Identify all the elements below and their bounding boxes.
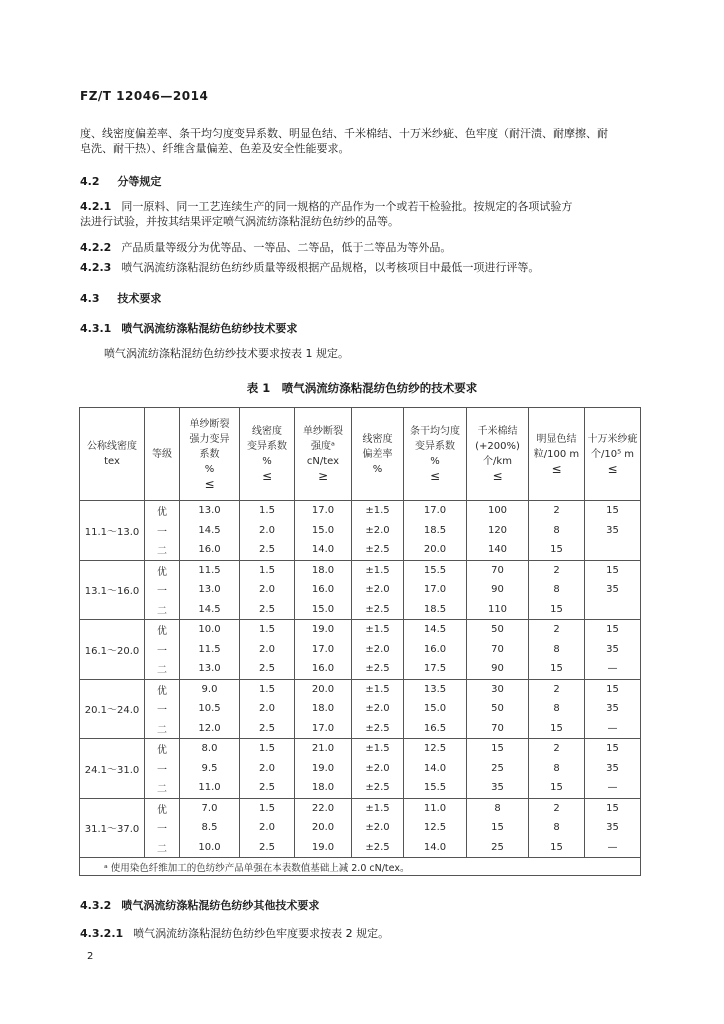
clause-text: 喷气涡流纺涤粘混纺色纺纱质量等级根据产品规格，以考核项目中最低一项进行评等。 <box>121 261 540 274</box>
table-cell: 2.5 <box>240 659 295 679</box>
table-cell: 2 <box>529 739 585 759</box>
table-cell: ±2.5 <box>352 600 404 620</box>
table-header-cell <box>180 408 240 501</box>
density-range-cell: 20.1～24.0 <box>80 679 145 739</box>
clause-4-3-1-heading <box>80 320 297 336</box>
table-cell: 16.0 <box>404 640 467 660</box>
table-cell: 1.5 <box>240 739 295 759</box>
header-line: % <box>430 456 440 467</box>
table-cell: 70 <box>467 719 529 739</box>
comparison-symbol: ≤ <box>204 476 215 491</box>
table-header-cell <box>145 408 180 501</box>
table-cell: 20.0 <box>404 540 467 560</box>
table-row <box>80 640 641 660</box>
table-cell: 14.0 <box>295 540 352 560</box>
table-cell: 8 <box>529 640 585 660</box>
grade-cell: 优 <box>145 739 180 759</box>
grade-cell: 一 <box>145 580 180 600</box>
table-cell: 19.0 <box>295 620 352 640</box>
table-cell: 35 <box>467 778 529 798</box>
table-cell: 2.5 <box>240 719 295 739</box>
section-4-3-heading <box>80 290 161 306</box>
table-cell: 15 <box>467 818 529 838</box>
grade-cell: 二 <box>145 719 180 739</box>
table-cell: 8.5 <box>180 818 240 838</box>
header-line: 等级 <box>152 448 172 460</box>
table-row <box>80 798 641 818</box>
table-cell: 2.5 <box>240 838 295 858</box>
table-cell: 10.5 <box>180 699 240 719</box>
table-cell: 1.5 <box>240 798 295 818</box>
table-cell: 18.5 <box>404 600 467 620</box>
clause-4-2-2 <box>80 240 451 255</box>
table-cell: 15 <box>529 540 585 560</box>
table-cell: 10.0 <box>180 620 240 640</box>
table-cell: ±2.0 <box>352 521 404 541</box>
table-cell: 12.5 <box>404 818 467 838</box>
table-header-cell <box>585 408 641 501</box>
table-cell: 8 <box>529 580 585 600</box>
table-note-row <box>80 858 641 876</box>
density-range-cell: 16.1～20.0 <box>80 620 145 680</box>
table-row <box>80 739 641 759</box>
table-row <box>80 719 641 739</box>
table-cell: 2.0 <box>240 699 295 719</box>
table-cell: 17.0 <box>295 501 352 521</box>
table-cell: 35 <box>585 521 641 541</box>
table-cell: — <box>585 838 641 858</box>
table-cell: 17.0 <box>404 580 467 600</box>
grade-cell: 二 <box>145 540 180 560</box>
table-cell: 17.0 <box>295 719 352 739</box>
table-cell: 35 <box>585 640 641 660</box>
table-row <box>80 560 641 580</box>
grade-cell: 一 <box>145 640 180 660</box>
header-line: 单纱断裂 <box>189 418 230 430</box>
table-cell: 8 <box>529 759 585 779</box>
comparison-symbol: ≤ <box>492 469 503 483</box>
header-line: 条干均匀度 <box>410 426 460 437</box>
density-range-cell: 31.1～37.0 <box>80 798 145 858</box>
clause-4-3-2-heading <box>80 897 319 913</box>
clause-number: 4.3.1 <box>80 322 112 335</box>
table-header-cell <box>352 408 404 501</box>
table-cell: ±2.0 <box>352 640 404 660</box>
table-cell: 15 <box>585 798 641 818</box>
header-line: cN/tex <box>306 456 340 467</box>
table-cell: ±1.5 <box>352 679 404 699</box>
clause-4-2-3 <box>80 260 539 275</box>
table-cell: 15 <box>529 600 585 620</box>
clause-text: 喷气涡流纺涤粘混纺色纺纱色牢度要求按表 2 规定。 <box>133 927 390 940</box>
header-line: 偏差率 <box>362 448 393 460</box>
table-cell: 15 <box>585 739 641 759</box>
table-cell: 2 <box>529 798 585 818</box>
table-row <box>80 521 641 541</box>
table-cell: 13.0 <box>180 659 240 679</box>
table-cell: ±2.5 <box>352 540 404 560</box>
comparison-symbol: ≤ <box>607 461 618 476</box>
table-cell: 110 <box>467 600 529 620</box>
comparison-symbol: ≥ <box>317 469 329 483</box>
table-cell: 8 <box>467 798 529 818</box>
table-cell: 90 <box>467 580 529 600</box>
header-line: 千米棉结 <box>477 426 518 437</box>
header-line: 粒/100 m <box>533 448 580 460</box>
clause-text: 产品质量等级分为优等品、一等品、二等品，低于二等品为等外品。 <box>121 241 452 254</box>
table-cell: ±2.0 <box>352 759 404 779</box>
table-cell: ±2.0 <box>352 580 404 600</box>
table-cell: 11.0 <box>180 778 240 798</box>
table-cell: 35 <box>585 759 641 779</box>
table-cell: 15 <box>585 501 641 521</box>
table-cell: ±2.5 <box>352 659 404 679</box>
grade-cell: 优 <box>145 501 180 521</box>
table-cell: — <box>585 778 641 798</box>
table-row <box>80 679 641 699</box>
table-cell: 16.0 <box>180 540 240 560</box>
table-cell: 8 <box>529 699 585 719</box>
table-row <box>80 838 641 858</box>
table-cell: 18.0 <box>295 699 352 719</box>
table-cell: 15 <box>585 620 641 640</box>
table-cell: 9.5 <box>180 759 240 779</box>
table-cell: 18.0 <box>295 560 352 580</box>
table-cell: 11.5 <box>180 560 240 580</box>
table-cell: 19.0 <box>295 759 352 779</box>
clause-title: 喷气涡流纺涤粘混纺色纺纱其他技术要求 <box>121 899 320 912</box>
table-cell: ±1.5 <box>352 501 404 521</box>
table-cell: 12.5 <box>404 739 467 759</box>
paragraph-line: 皂洗、耐干热）、纤维含量偏差、色差及安全性能要求。 <box>80 142 350 155</box>
header-line: 单纱断裂 <box>303 426 343 437</box>
header-line: 个/10⁵ m <box>590 448 635 460</box>
table-cell: 10.0 <box>180 838 240 858</box>
header-line: 强度ᵃ <box>311 441 335 452</box>
table-cell: 16.0 <box>295 580 352 600</box>
table-cell: ±1.5 <box>352 798 404 818</box>
table-cell: 25 <box>467 759 529 779</box>
density-range-cell: 11.1～13.0 <box>80 501 145 561</box>
standard-code-header: FZ/T 12046—2014 <box>80 89 209 103</box>
table-header-cell <box>467 408 529 501</box>
table-cell: 70 <box>467 640 529 660</box>
table-cell: 18.0 <box>295 778 352 798</box>
table-cell: 19.0 <box>295 838 352 858</box>
table-cell: 2 <box>529 679 585 699</box>
table-header-cell <box>240 408 295 501</box>
header-line: 强力变异 <box>189 433 230 445</box>
spec-table <box>79 407 641 876</box>
grade-cell: 二 <box>145 659 180 679</box>
table-cell: 35 <box>585 580 641 600</box>
table-cell: 15 <box>585 560 641 580</box>
table-cell: 15.0 <box>404 699 467 719</box>
grade-cell: 一 <box>145 521 180 541</box>
header-line: 变异系数 <box>415 441 455 452</box>
table-cell: 13.5 <box>404 679 467 699</box>
table-cell: 17.5 <box>404 659 467 679</box>
table-cell: 14.5 <box>404 620 467 640</box>
table-cell: 2 <box>529 560 585 580</box>
table-cell: 35 <box>585 699 641 719</box>
clause-number: 4.3.2.1 <box>80 927 124 940</box>
clause-number: 4.3.2 <box>80 899 112 912</box>
table-row <box>80 580 641 600</box>
table-cell: 16.5 <box>404 719 467 739</box>
table-row <box>80 818 641 838</box>
table-cell: 140 <box>467 540 529 560</box>
table-cell: 15 <box>529 719 585 739</box>
header-line: 系数 <box>199 448 220 460</box>
table-header-cell <box>80 408 145 501</box>
table-row <box>80 759 641 779</box>
paragraph-continued <box>80 126 608 156</box>
grade-cell: 二 <box>145 838 180 858</box>
clause-text: 同一原料、同一工艺连续生产的同一规格的产品作为一个或若干检验批。按规定的各项试验方 <box>121 200 573 213</box>
table-cell: 22.0 <box>295 798 352 818</box>
table-note: ᵃ 使用染色纤维加工的色纺纱产品单强在本表数值基础上减 2.0 cN/tex。 <box>80 858 641 876</box>
clause-number: 4.2.2 <box>80 241 112 254</box>
comparison-symbol: ≤ <box>429 469 441 483</box>
table-cell: 14.0 <box>404 838 467 858</box>
table-cell <box>585 540 641 560</box>
table-cell: 2 <box>529 501 585 521</box>
table-cell: — <box>585 659 641 679</box>
table-cell: 25 <box>467 838 529 858</box>
grade-cell: 二 <box>145 600 180 620</box>
table-row <box>80 659 641 679</box>
grade-cell: 优 <box>145 679 180 699</box>
table-cell: 12.0 <box>180 719 240 739</box>
grade-cell: 优 <box>145 798 180 818</box>
table-cell: 15 <box>467 739 529 759</box>
table-cell: ±2.0 <box>352 818 404 838</box>
table-cell: 9.0 <box>180 679 240 699</box>
paragraph-line: 度、线密度偏差率、条干均匀度变异系数、明显色结、千米棉结、十万米纱疵、色牢度（耐汗渍、耐摩擦、耐 <box>80 127 608 140</box>
grade-cell: 一 <box>145 699 180 719</box>
header-line: 十万米纱疵 <box>587 433 638 445</box>
section-title: 分等规定 <box>117 175 162 188</box>
table-cell: 15 <box>585 679 641 699</box>
table-caption: 表 1 喷气涡流纺涤粘混纺色纺纱的技术要求 <box>246 381 478 395</box>
table-cell: 13.0 <box>180 501 240 521</box>
section-number: 4.3 <box>80 292 100 305</box>
table-cell <box>585 600 641 620</box>
table-cell: 2.5 <box>240 600 295 620</box>
clause-number: 4.2.1 <box>80 200 112 213</box>
table-row <box>80 501 641 521</box>
table-cell: 14.0 <box>404 759 467 779</box>
section-title: 技术要求 <box>117 292 162 305</box>
clause-title: 喷气涡流纺涤粘混纺色纺纱技术要求 <box>121 322 298 335</box>
table-cell: 20.0 <box>295 679 352 699</box>
table-cell: 11.0 <box>404 798 467 818</box>
header-line: 线密度 <box>362 433 393 445</box>
table-cell: 18.5 <box>404 521 467 541</box>
grade-cell: 一 <box>145 759 180 779</box>
table-cell: 2.0 <box>240 521 295 541</box>
clause-4-3-2-1 <box>80 926 389 941</box>
table-cell: 7.0 <box>180 798 240 818</box>
table-cell: ±2.0 <box>352 699 404 719</box>
table-row <box>80 778 641 798</box>
table-cell: 15 <box>529 838 585 858</box>
header-line: (+200%) <box>475 441 520 452</box>
comparison-symbol: ≤ <box>261 469 273 483</box>
table-cell: 50 <box>467 699 529 719</box>
header-line: 公称线密度 <box>87 441 137 452</box>
table-cell: 14.5 <box>180 600 240 620</box>
table-cell: 11.5 <box>180 640 240 660</box>
table-cell: 2.0 <box>240 640 295 660</box>
table-cell: ±1.5 <box>352 739 404 759</box>
grade-cell: 一 <box>145 818 180 838</box>
density-range-cell: 24.1～31.0 <box>80 739 145 799</box>
page-number: 2 <box>87 951 94 962</box>
table-cell: 2.5 <box>240 540 295 560</box>
table-cell: 16.0 <box>295 659 352 679</box>
table-row <box>80 600 641 620</box>
table-cell: 17.0 <box>295 640 352 660</box>
table-cell: 14.5 <box>180 521 240 541</box>
table-cell: 13.0 <box>180 580 240 600</box>
table-cell: 8 <box>529 818 585 838</box>
table-cell: 15 <box>529 659 585 679</box>
table-cell: ±1.5 <box>352 560 404 580</box>
table-cell: 1.5 <box>240 501 295 521</box>
table-row <box>80 699 641 719</box>
table-row <box>80 620 641 640</box>
table-cell: 2.0 <box>240 759 295 779</box>
table-cell: 17.0 <box>404 501 467 521</box>
header-line: % <box>204 463 215 475</box>
table-cell: 1.5 <box>240 679 295 699</box>
table-cell: 1.5 <box>240 620 295 640</box>
table-cell: 8.0 <box>180 739 240 759</box>
table-cell: 15.5 <box>404 560 467 580</box>
table-cell: 20.0 <box>295 818 352 838</box>
header-line: 变异系数 <box>247 441 287 452</box>
table-cell: 90 <box>467 659 529 679</box>
table-cell: 120 <box>467 521 529 541</box>
table-cell: 2.0 <box>240 580 295 600</box>
table-cell: 2.5 <box>240 778 295 798</box>
header-line: 明显色结 <box>536 433 577 445</box>
table-cell: ±2.5 <box>352 838 404 858</box>
clause-4-3-1-text: 喷气涡流纺涤粘混纺色纺纱技术要求按表 1 规定。 <box>104 347 349 360</box>
clause-4-2-1 <box>80 199 572 229</box>
table-cell: 2 <box>529 620 585 640</box>
table-cell: 15.5 <box>404 778 467 798</box>
table-cell: — <box>585 719 641 739</box>
table-cell: 50 <box>467 620 529 640</box>
table-cell: 15 <box>529 778 585 798</box>
grade-cell: 优 <box>145 560 180 580</box>
clause-text: 法进行试验，并按其结果评定喷气涡流纺涤粘混纺色纺纱的品等。 <box>80 215 399 228</box>
table-cell: 35 <box>585 818 641 838</box>
table-cell: 2.0 <box>240 818 295 838</box>
header-line: % <box>262 456 272 467</box>
table-cell: ±2.5 <box>352 778 404 798</box>
table-row <box>80 540 641 560</box>
grade-cell: 二 <box>145 778 180 798</box>
section-number: 4.2 <box>80 175 100 188</box>
header-line: tex <box>104 456 120 467</box>
table-cell: 1.5 <box>240 560 295 580</box>
comparison-symbol: ≤ <box>551 461 562 476</box>
table-cell: 15.0 <box>295 521 352 541</box>
grade-cell: 优 <box>145 620 180 640</box>
table-header-cell <box>295 408 352 501</box>
header-line: 线密度 <box>252 426 282 437</box>
table-header-row <box>80 408 641 501</box>
table-cell: 21.0 <box>295 739 352 759</box>
table-header-cell <box>529 408 585 501</box>
header-line: % <box>372 463 383 475</box>
table-cell: 100 <box>467 501 529 521</box>
table-cell: 8 <box>529 521 585 541</box>
density-range-cell: 13.1～16.0 <box>80 560 145 620</box>
table-cell: 30 <box>467 679 529 699</box>
header-line: 个/km <box>483 456 512 467</box>
table-header-cell <box>404 408 467 501</box>
table-cell: 70 <box>467 560 529 580</box>
section-4-2-heading <box>80 173 161 189</box>
clause-number: 4.2.3 <box>80 261 112 274</box>
table-cell: ±1.5 <box>352 620 404 640</box>
table-cell: 15.0 <box>295 600 352 620</box>
table-cell: ±2.5 <box>352 719 404 739</box>
